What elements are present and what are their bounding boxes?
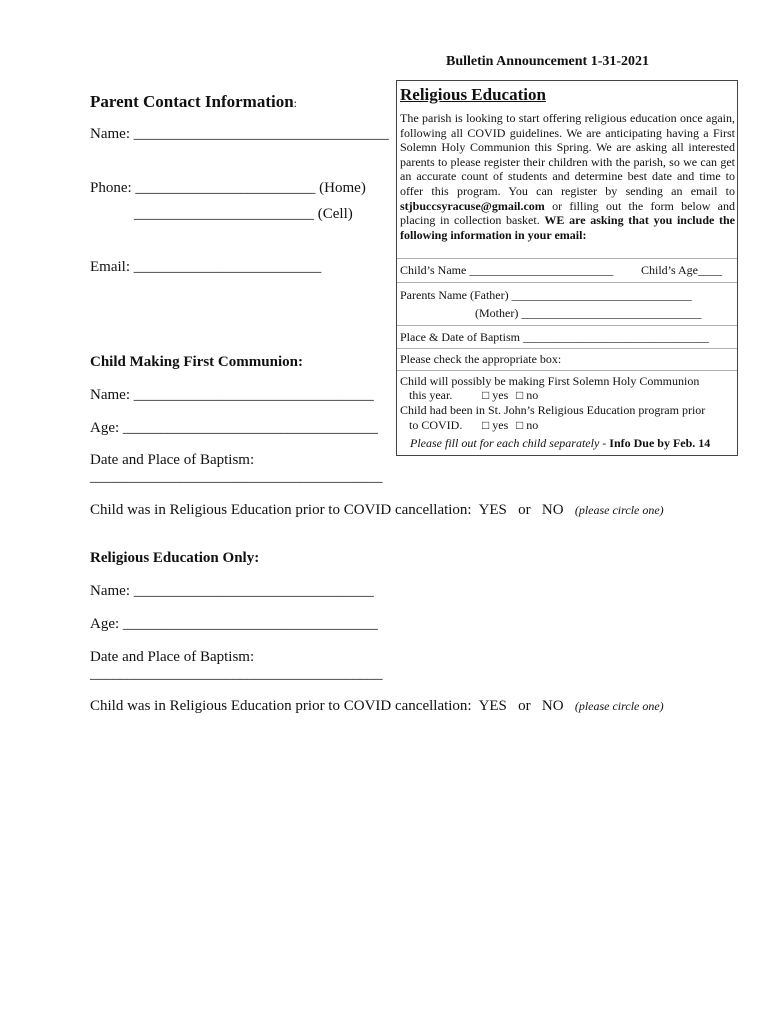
religious-education-box	[396, 80, 738, 456]
circle-one-note: (please circle one)	[574, 503, 664, 517]
prior-program-question: Child had been in St. John’s Religious Education program prior	[400, 403, 706, 417]
parent-email-field[interactable]: Email: _________________________	[90, 259, 322, 275]
religious-education-paragraph	[400, 111, 735, 242]
parent-cell-phone-field[interactable]: ________________________ (Cell)	[134, 206, 353, 222]
religious-education-title: Religious Education	[400, 85, 546, 104]
divider	[397, 348, 737, 349]
communion-baptism-label: Date and Place of Baptism:	[90, 452, 255, 468]
communion-question: Child will possibly be making First Solemn Holy Communion	[400, 374, 700, 388]
child-name-field[interactable]: Child’s Name ________________________	[400, 263, 614, 277]
parent-name-field[interactable]: Name: __________________________________	[90, 126, 389, 142]
religious-only-baptism-field[interactable]: _______________________________________	[90, 666, 383, 682]
prior-program-yes-checkbox[interactable]: □ yes	[482, 418, 509, 432]
prior-program-no-checkbox[interactable]: □ no	[516, 418, 539, 432]
divider	[397, 258, 737, 259]
divider	[397, 282, 737, 283]
mother-name-field[interactable]: (Mother) ______________________________	[475, 306, 702, 320]
covid-question-text: Child was in Religious Education prior to COVID cancellation:	[90, 502, 472, 518]
prior-program-question-cont: to COVID.	[409, 418, 463, 432]
yes-option[interactable]: YES	[478, 502, 507, 518]
father-name-field[interactable]: Parents Name (Father) ______________________________	[400, 288, 692, 302]
communion-yes-checkbox[interactable]: □ yes	[482, 388, 509, 402]
check-instructions: Please check the appropriate box:	[400, 352, 562, 366]
parent-home-phone-field[interactable]: Phone: ________________________ (Home)	[90, 180, 366, 196]
due-note-italic: Please fill out for each child separately -	[410, 436, 607, 450]
religious-only-child-name-field[interactable]: Name: ________________________________	[90, 583, 374, 599]
religious-only-child-age-field[interactable]: Age: __________________________________	[90, 616, 378, 632]
parish-email-link[interactable]: stjbuccsyracuse@gmail.com	[400, 198, 545, 213]
communion-section-title: Child Making First Communion:	[90, 354, 303, 370]
communion-child-name-field[interactable]: Name: ________________________________	[90, 387, 374, 403]
yes-option[interactable]: YES	[478, 698, 507, 714]
communion-question-cont: this year.	[409, 388, 453, 402]
divider	[397, 370, 737, 371]
parent-contact-title	[90, 92, 297, 112]
child-age-field[interactable]: Child’s Age____	[641, 263, 723, 277]
covid-question-text: Child was in Religious Education prior to COVID cancellation:	[90, 698, 472, 714]
communion-child-age-field[interactable]: Age: __________________________________	[90, 420, 378, 436]
no-option[interactable]: NO	[541, 698, 564, 714]
announcement-title: Bulletin Announcement 1-31-2021	[446, 54, 650, 69]
parent-contact-title-text: Parent Contact Information	[90, 92, 294, 111]
communion-baptism-field[interactable]: _______________________________________	[90, 469, 383, 485]
paragraph-text-2: or filling out the form below and placing in collection basket.	[400, 198, 735, 228]
or-text: or	[518, 698, 531, 714]
no-option[interactable]: NO	[541, 502, 564, 518]
religious-only-baptism-label: Date and Place of Baptism:	[90, 649, 255, 665]
communion-no-checkbox[interactable]: □ no	[516, 388, 539, 402]
baptism-place-date-field[interactable]: Place & Date of Baptism _______________________________	[400, 330, 709, 344]
due-note	[410, 436, 710, 451]
communion-covid-question	[90, 502, 664, 519]
religious-only-section-title: Religious Education Only:	[90, 550, 260, 566]
or-text: or	[518, 502, 531, 518]
divider	[397, 325, 737, 326]
paragraph-text-1: The parish is looking to start offering religious education once again, following all COVID guidelines. We are anticipating having a First Solemn Holy Communion this Spring. We are asking all interested parents to please register their children with the parish, so we can get an accurate count of students and determine best date and time to offer this program. You can register by sending an email to	[400, 111, 735, 198]
circle-one-note: (please circle one)	[574, 699, 664, 713]
paragraph-bold-request: WE are asking that you include the following information in your email:	[400, 213, 736, 242]
parent-contact-colon: :	[293, 96, 298, 110]
religious-only-covid-question	[90, 698, 664, 715]
due-note-bold: Info Due by Feb. 14	[609, 436, 711, 450]
